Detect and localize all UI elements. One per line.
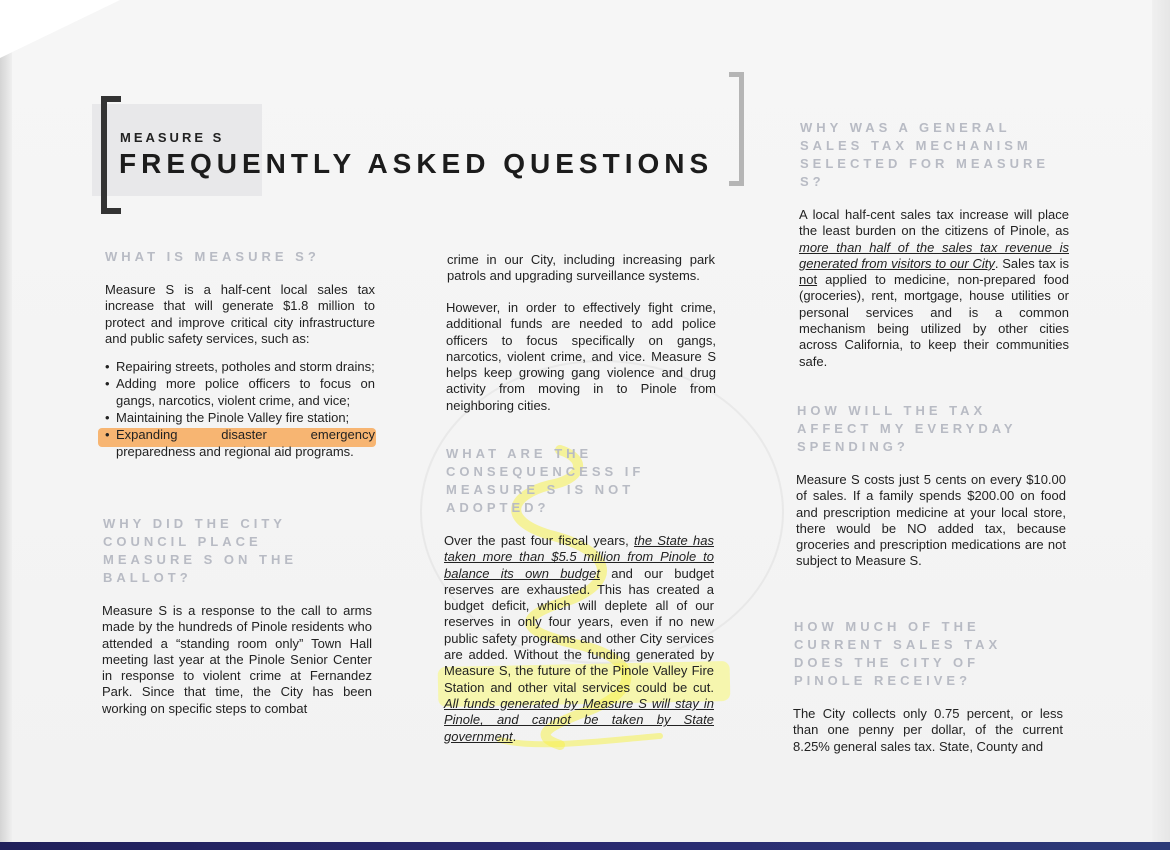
text-run: applied to medicine, non-prepared food (groceries), rent, mortgage, house utilities or personal services and is a common mechanism being utilized by other cities across California, to keep their communities safe. xyxy=(799,272,1069,369)
answer-what-is xyxy=(105,282,375,461)
answer-how-much: The City collects only 0.75 percent, or less than one penny per dollar, of the current 8.25% general sales tax. State, County and xyxy=(793,706,1063,754)
answer-why-council: Measure S is a response to the call to arms made by the hundreds of Pinole residents who attended a “standing room only” Town Hall meeting last year at the Pinole Senior Center in response to violent crime at Fernandez Park. Since that time, the City has been working on specific steps to combat xyxy=(102,603,372,716)
answer-affect-spending: Measure S costs just 5 cents on every $10.00 of sales. If a family spends $200.00 on food and prescription medicine at your local store, there would be NO added tax, because groceries and prescription medications are not subject to Measure S. xyxy=(796,472,1066,569)
underlined-text: more than half of the sales tax revenue is generated from visitors to our City xyxy=(799,239,1069,271)
continued-paragraph: crime in our City, including increasing park patrols and upgrading surveillance systems. xyxy=(447,252,715,284)
text-run: and our budget reserves are exhausted. This has created a budget deficit, which will deplete all of our reserves in only four years, even if no new public safety programs and other City services are added. Without the funding generated by Measure S, the future of the Pinole Valley Fire Station and other vital services could be cut. xyxy=(444,565,714,695)
text-run: A local half-cent sales tax increase will place the least burden on the citizens of Pinole, as xyxy=(799,207,1069,239)
underlined-text: All funds generated by Measure S will stay in Pinole, and cannot be taken by State government xyxy=(444,695,714,744)
question-heading-affect-spending: HOW WILL THE TAX AFFECT MY EVERYDAY SPENDING? xyxy=(797,403,1017,454)
question-heading-how-much: HOW MUCH OF THE CURRENT SALES TAX DOES THE CITY OF PINOLE RECEIVE? xyxy=(794,619,1002,688)
folded-corner xyxy=(0,0,120,58)
text-run: . xyxy=(512,728,517,744)
scan-edge-shadow xyxy=(1152,0,1170,850)
paragraph: Measure S is a half-cent local sales tax increase that will generate $1.8 million to protect and improve critical city infrastructure and public safety services, such as: xyxy=(105,282,375,346)
bullet-list xyxy=(105,359,375,460)
text-run: . Sales tax is xyxy=(994,255,1069,271)
bottom-edge-band xyxy=(0,842,1170,850)
question-heading-why-council: WHY DID THE CITY COUNCIL PLACE MEASURE S ON THE BALLOT? xyxy=(103,516,298,585)
question-heading-what-is: WHAT IS MEASURE S? xyxy=(105,249,320,264)
list-item: • Repairing streets, potholes and storm drains; xyxy=(105,359,375,375)
left-bracket-decoration xyxy=(101,96,121,214)
page-title: FREQUENTLY ASKED QUESTIONS xyxy=(119,148,714,179)
underlined-text: the State has taken more than $5.5 million from Pinole to balance its own budget xyxy=(444,533,714,581)
underlined-text: not xyxy=(799,272,818,288)
right-bracket-decoration xyxy=(729,72,744,186)
page-fold-shadow xyxy=(0,0,12,850)
list-item: • Adding more police officers to focus on gangs, narcotics, violent crime, and vice; xyxy=(105,376,375,409)
question-heading-why-general: WHY WAS A GENERAL SALES TAX MECHANISM SELECTED FOR MEASURE S? xyxy=(800,120,1050,189)
header-kicker: MEASURE S xyxy=(120,130,225,145)
answer-why-general xyxy=(799,207,1069,370)
paragraph-however: However, in order to effectively fight crime, additional funds are needed to add police officers to focus specifically on gangs, narcotics, violent crime, and vice. Measure S helps keep growing gang violence and drug activity from moving in to Pinole from neighboring cities. xyxy=(446,300,716,413)
list-item: • Maintaining the Pinole Valley fire station; xyxy=(105,410,375,426)
text-run: Over the past four fiscal years, xyxy=(444,533,635,548)
list-item: • Expanding disaster emergency preparedness and regional aid programs. xyxy=(105,427,375,460)
question-heading-consequences: WHAT ARE THE CONSEQUENCESS IF MEASURE S IS NOT ADOPTED? xyxy=(446,446,645,515)
answer-consequences xyxy=(444,533,714,745)
